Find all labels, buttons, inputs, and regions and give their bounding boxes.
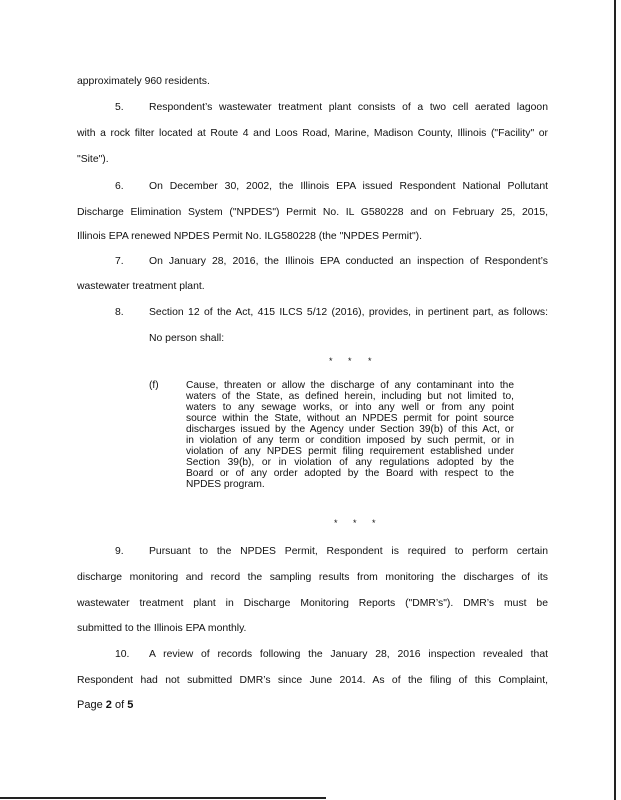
paragraph-5-line-1: Respondent’s wastewater treatment plant consists of a two cell aerated lagoon — [149, 102, 548, 113]
paragraph-9-line-1: Pursuant to the NPDES Permit, Respondent is required to perform certain — [149, 546, 548, 557]
page-footer — [77, 699, 133, 711]
quote-line: NPDES program. — [186, 479, 265, 490]
paragraph-8-line-1: Section 12 of the Act, 415 ILCS 5/12 (2016), provides, in pertinent part, as follows: — [149, 307, 548, 318]
paragraph-7-line-1: On January 28, 2016, the Illinois EPA conducted an inspection of Respondent’s — [149, 256, 548, 267]
quote-line: Cause, threaten or allow the discharge of any contaminant into the — [186, 380, 514, 391]
quote-label: (f) — [149, 380, 159, 391]
paragraph-6-line-2: Discharge Elimination System ("NPDES") Permit No. IL G580228 and on February 25, 2015, — [77, 207, 548, 218]
paragraph-5-line-3: "Site"). — [77, 154, 109, 165]
quote-line: source within the State, without an NPDES permit for point source — [186, 413, 514, 424]
paragraph-7-number: 7. — [115, 256, 124, 267]
paragraph-8-number: 8. — [115, 307, 124, 318]
quote-line: discharges issued by the Agency under Section 39(b) of this Act, or — [186, 424, 514, 435]
continued-text-line: approximately 960 residents. — [77, 76, 210, 87]
ellipsis-star: * — [348, 356, 352, 366]
paragraph-6-line-3: Illinois EPA renewed NPDES Permit No. ILG580228 (the "NPDES Permit"). — [77, 231, 423, 242]
quote-line: waters to any sewage works, or into any well or from any point — [186, 402, 514, 413]
paragraph-7-line-2: wastewater treatment plant. — [77, 281, 205, 292]
quote-line: Section 39(b), or in violation of any regulations adopted by the — [186, 457, 514, 468]
scan-edge-bottom — [0, 797, 326, 799]
quote-line: in violation of any term or condition imposed by such permit, or in — [186, 435, 514, 446]
ellipsis-star: * — [372, 518, 376, 528]
paragraph-9-line-4: submitted to the Illinois EPA monthly. — [77, 623, 247, 634]
footer-of-label: of — [114, 699, 125, 711]
paragraph-6-number: 6. — [115, 181, 124, 192]
paragraph-9-line-2: discharge monitoring and record the sampling results from monitoring the discharges of its — [77, 572, 548, 583]
paragraph-5-line-2: with a rock filter located at Route 4 and Loos Road, Marine, Madison County, Illinois ("Facility" or — [77, 128, 548, 139]
ellipsis-star: * — [353, 518, 357, 528]
ellipsis-star: * — [329, 356, 333, 366]
scan-edge-right — [614, 0, 616, 800]
paragraph-9-number: 9. — [115, 546, 124, 557]
paragraph-6-line-1: On December 30, 2002, the Illinois EPA issued Respondent National Pollutant — [149, 181, 548, 192]
ellipsis-star: * — [368, 356, 372, 366]
quote-line: waters of the State, as defined herein, including but not limited to, — [186, 391, 514, 402]
footer-page-number: 2 — [105, 699, 112, 711]
footer-page-label: Page — [77, 699, 103, 711]
paragraph-9-line-3: wastewater treatment plant in Discharge Monitoring Reports ("DMR’s"). DMR’s must be — [77, 598, 548, 609]
paragraph-10-number: 10. — [115, 649, 130, 660]
paragraph-10-line-2: Respondent had not submitted DMR’s since June 2014. As of the filing of this Complaint, — [77, 675, 548, 686]
footer-page-total: 5 — [127, 699, 134, 711]
ellipsis-star: * — [334, 518, 338, 528]
quote-line: violation of any NPDES permit filing requirement established under — [186, 446, 514, 457]
paragraph-5-number: 5. — [115, 102, 124, 113]
quote-line: Board or of any order adopted by the Board with respect to the — [186, 468, 514, 479]
paragraph-8-line-2: No person shall: — [149, 333, 225, 344]
paragraph-10-line-1: A review of records following the January 28, 2016 inspection revealed that — [149, 649, 548, 660]
